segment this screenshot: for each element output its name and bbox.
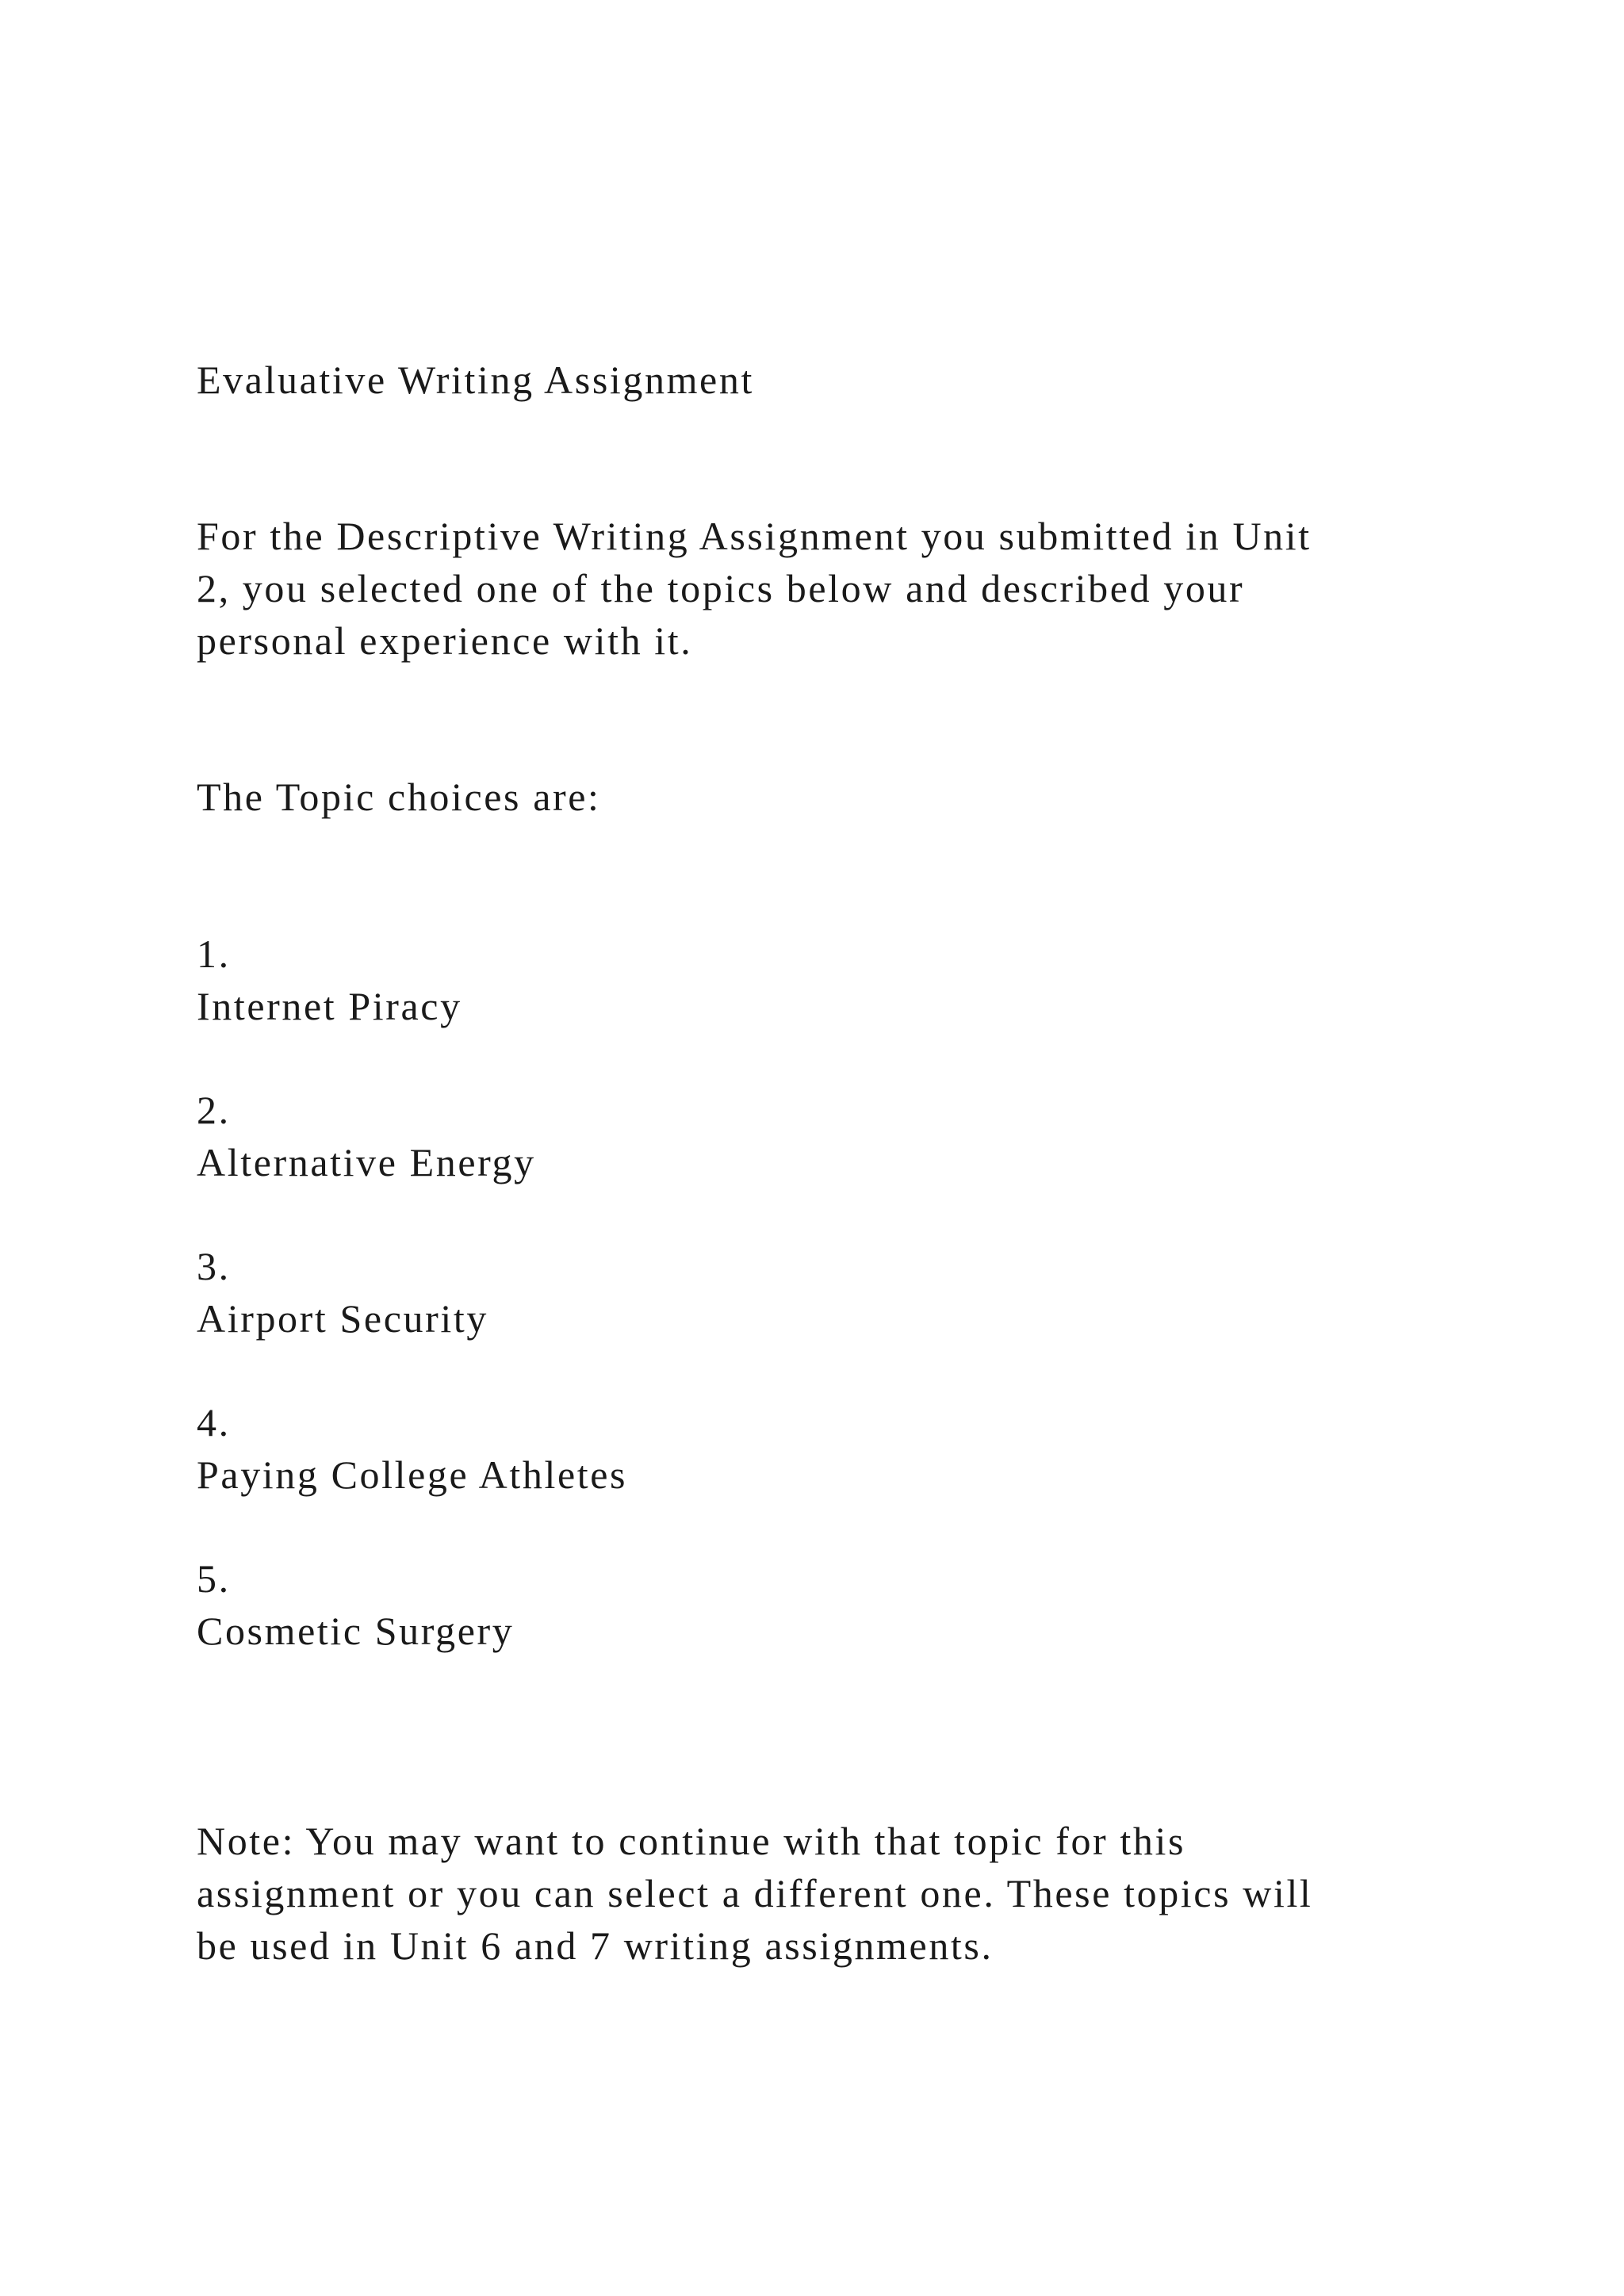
topic-number-1: 1. [197, 932, 231, 976]
topic-number-5: 5. [197, 1556, 231, 1601]
document-title: Evaluative Writing Assignment [197, 358, 754, 402]
note-line-1: Note: You may want to continue with that topic for this [197, 1819, 1186, 1863]
topic-label-3: Airport Security [197, 1296, 488, 1341]
intro-line-3: personal experience with it. [197, 618, 693, 663]
topic-label-1: Internet Piracy [197, 984, 462, 1028]
intro-line-2: 2, you selected one of the topics below and described your [197, 566, 1245, 610]
note-line-2: assignment or you can select a different one. These topics will [197, 1871, 1313, 1915]
intro-line-1: For the Descriptive Writing Assignment you submitted in Unit [197, 514, 1312, 558]
topic-number-3: 3. [197, 1244, 231, 1288]
topic-number-4: 4. [197, 1400, 231, 1445]
topic-label-4: Paying College Athletes [197, 1452, 628, 1497]
topic-label-5: Cosmetic Surgery [197, 1609, 515, 1653]
topic-number-2: 2. [197, 1088, 231, 1132]
topics-heading: The Topic choices are: [197, 775, 601, 819]
note-line-3: be used in Unit 6 and 7 writing assignments. [197, 1923, 994, 1968]
topic-label-2: Alternative Energy [197, 1140, 536, 1184]
